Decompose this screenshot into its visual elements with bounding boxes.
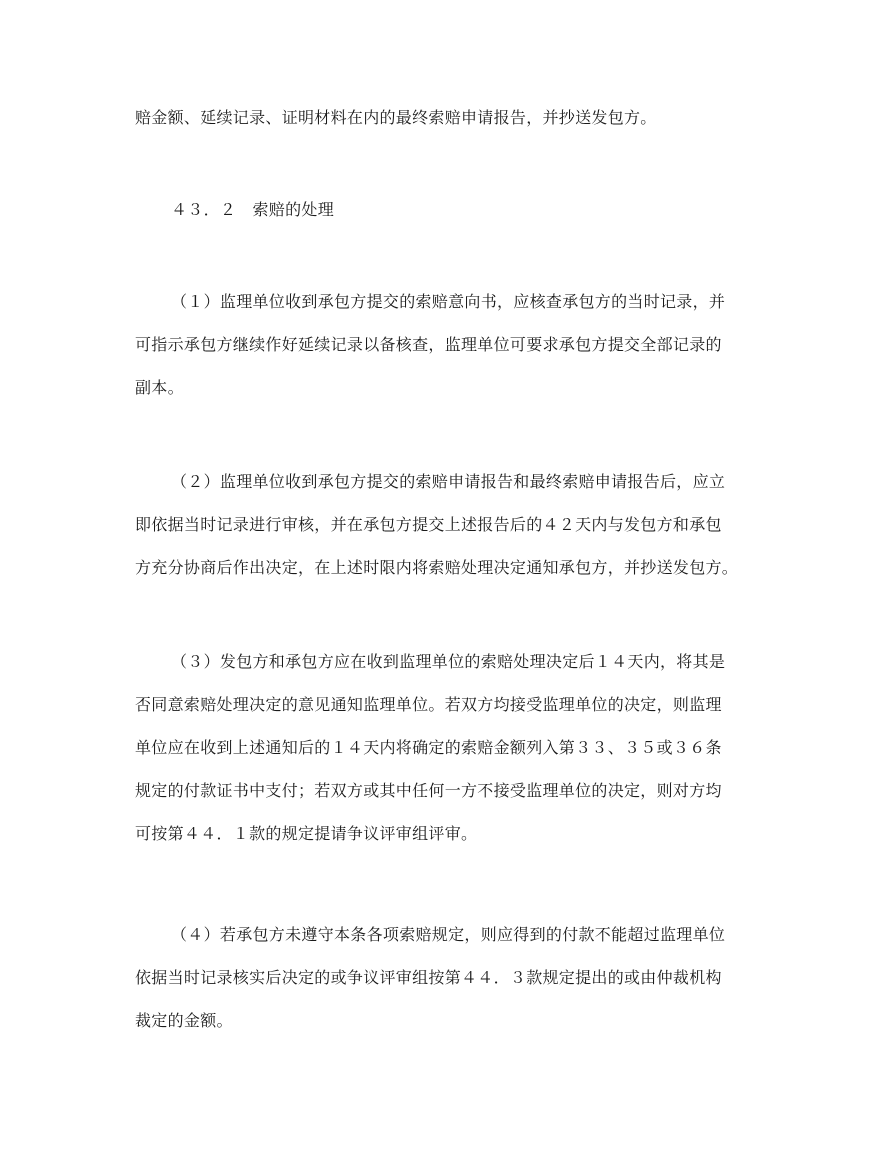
paragraph-line: （３）发包方和承包方应在收到监理单位的索赔处理决定后１４天内，将其是 (171, 652, 726, 671)
paragraph-line: （４）若承包方未遵守本条各项索赔规定，则应得到的付款不能超过监理单位 (171, 925, 726, 944)
paragraph-line: （１）监理单位收到承包方提交的索赔意向书，应核查承包方的当时记录，并 (171, 292, 726, 311)
paragraph-continuation (135, 96, 775, 139)
paragraph-line: 副本。 (135, 378, 184, 397)
section-heading-text: ４３．２ 索赔的处理 (171, 200, 335, 219)
paragraph-line: 可按第４４．１款的规定提请争议评审组评审。 (135, 824, 478, 843)
paragraph-line: 规定的付款证书中支付；若双方或其中任何一方不接受监理单位的决定，则对方均 (135, 781, 722, 800)
paragraph-line: 依据当时记录核实后决定的或争议评审组按第４４．３款规定提出的或由仲裁机构 (135, 968, 722, 987)
paragraph-item-1 (135, 280, 775, 409)
paragraph-line: （２）监理单位收到承包方提交的索赔申请报告和最终索赔申请报告后，应立 (171, 472, 726, 491)
paragraph-line: 否同意索赔处理决定的意见通知监理单位。若双方均接受监理单位的决定，则监理 (135, 695, 722, 714)
paragraph-line: 方充分协商后作出决定，在上述时限内将索赔处理决定通知承包方，并抄送发包方。 (135, 558, 739, 577)
paragraph-item-4 (135, 913, 775, 1042)
paragraph-item-3 (135, 640, 775, 855)
paragraph-line: 裁定的金额。 (135, 1011, 233, 1030)
paragraph-line: 赔金额、延续记录、证明材料在内的最终索赔申请报告，并抄送发包方。 (135, 108, 657, 127)
paragraph-line: 可指示承包方继续作好延续记录以备核查，监理单位可要求承包方提交全部记录的 (135, 335, 722, 354)
paragraph-line: 即依据当时记录进行审核，并在承包方提交上述报告后的４２天内与发包方和承包 (135, 515, 722, 534)
section-heading (135, 188, 775, 231)
paragraph-line: 单位应在收到上述通知后的１４天内将确定的索赔金额列入第３３、３５或３６条 (135, 738, 722, 757)
paragraph-item-2 (135, 460, 775, 589)
